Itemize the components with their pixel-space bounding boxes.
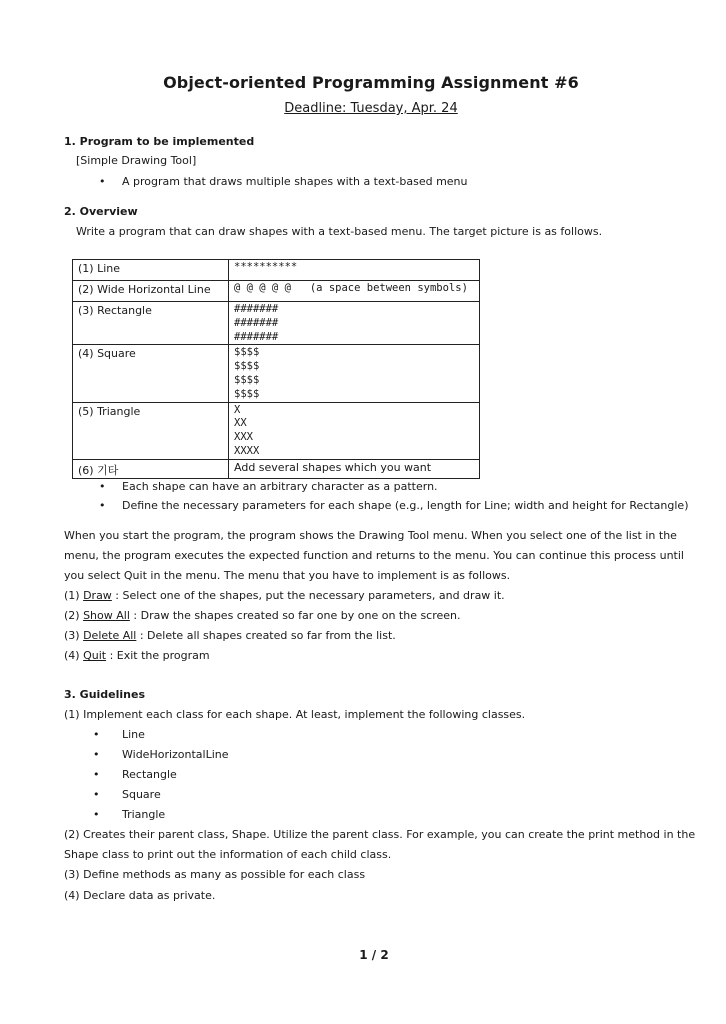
shape-pattern: @ @ @ @ @ (a space between symbols) xyxy=(234,282,468,294)
shape-pattern: ####### ####### ####### xyxy=(234,303,279,343)
menu-number: (4) xyxy=(64,649,84,662)
table-row xyxy=(73,302,480,345)
table-row xyxy=(73,459,480,478)
guideline-4: (4) Declare data as private. xyxy=(64,889,216,902)
class-item: Rectangle xyxy=(122,768,177,781)
shapes-table xyxy=(72,259,480,479)
deadline: Deadline: Tuesday, Apr. 24 xyxy=(284,101,458,116)
guideline-2: (2) Creates their parent class, Shape. Utilize the parent class. For example, you can create the print method in the xyxy=(64,828,696,841)
bullet-dot: • xyxy=(93,748,100,761)
menu-desc: : Draw the shapes created so far one by one on the screen. xyxy=(129,609,461,622)
bullet-dot: • xyxy=(99,499,106,512)
menu-name: Quit xyxy=(83,649,107,662)
menu-name: Draw xyxy=(83,589,112,602)
bullet-dot: • xyxy=(99,480,106,493)
shape-label: (1) Line xyxy=(73,260,229,281)
shape-pattern: Add several shapes which you want xyxy=(229,459,480,478)
table-row xyxy=(73,281,480,302)
bullet-dot: • xyxy=(99,175,106,188)
section-1-bullet: A program that draws multiple shapes with a text-based menu xyxy=(122,175,468,188)
menu-number: (1) xyxy=(64,589,84,602)
menu-item xyxy=(64,649,210,662)
bullet-dot: • xyxy=(93,788,100,801)
shape-pattern: $$$$ $$$$ $$$$ $$$$ xyxy=(234,346,260,400)
menu-name: Delete All xyxy=(83,629,137,642)
guideline-1: (1) Implement each class for each shape. At least, implement the following classes. xyxy=(64,708,526,721)
menu-name: Show All xyxy=(83,609,130,622)
shape-label: (5) Triangle xyxy=(73,402,229,459)
section-2-bullet: Define the necessary parameters for each shape (e.g., length for Line; width and height for Rectangle) xyxy=(122,499,689,512)
class-item: Triangle xyxy=(122,808,166,821)
bullet-dot: • xyxy=(93,808,100,821)
guideline-3: (3) Define methods as many as possible for each class xyxy=(64,868,366,881)
shape-pattern: X XX XXX XXXX xyxy=(234,403,260,457)
class-item: Square xyxy=(122,788,161,801)
menu-desc: : Exit the program xyxy=(106,649,210,662)
guideline-2-cont: Shape class to print out the information of each child class. xyxy=(64,848,392,861)
page-title: Object-oriented Programming Assignment #6 xyxy=(163,73,579,92)
page-number: 1 / 2 xyxy=(359,948,389,962)
menu-number: (3) xyxy=(64,629,84,642)
shape-label: (4) Square xyxy=(73,345,229,402)
paragraph-line: you select Quit in the menu. The menu that you have to implement is as follows. xyxy=(64,569,511,582)
section-3-heading: 3. Guidelines xyxy=(64,688,146,701)
shape-label: (6) 기타 xyxy=(73,459,229,478)
shape-label: (2) Wide Horizontal Line xyxy=(73,281,229,302)
menu-item xyxy=(64,629,396,642)
section-1-subtitle: [Simple Drawing Tool] xyxy=(76,154,197,167)
table-row xyxy=(73,345,480,402)
bullet-dot: • xyxy=(93,768,100,781)
section-1-heading: 1. Program to be implemented xyxy=(64,135,255,148)
menu-desc: : Select one of the shapes, put the necessary parameters, and draw it. xyxy=(111,589,505,602)
class-item: Line xyxy=(122,728,145,741)
menu-number: (2) xyxy=(64,609,84,622)
shape-pattern: ********** xyxy=(234,261,298,273)
section-2-heading: 2. Overview xyxy=(64,205,138,218)
section-2-intro: Write a program that can draw shapes with a text-based menu. The target picture is as follows. xyxy=(76,225,603,238)
paragraph-line: When you start the program, the program shows the Drawing Tool menu. When you select one of the list in the xyxy=(64,529,677,542)
menu-item xyxy=(64,609,461,622)
bullet-dot: • xyxy=(93,728,100,741)
shape-label: (3) Rectangle xyxy=(73,302,229,345)
paragraph-line: menu, the program executes the expected function and returns to the menu. You can continue this process until xyxy=(64,549,684,562)
class-item: WideHorizontalLine xyxy=(122,748,229,761)
menu-desc: : Delete all shapes created so far from the list. xyxy=(136,629,396,642)
menu-item xyxy=(64,589,505,602)
section-2-bullet: Each shape can have an arbitrary character as a pattern. xyxy=(122,480,438,493)
table-row xyxy=(73,402,480,459)
table-row xyxy=(73,260,480,281)
